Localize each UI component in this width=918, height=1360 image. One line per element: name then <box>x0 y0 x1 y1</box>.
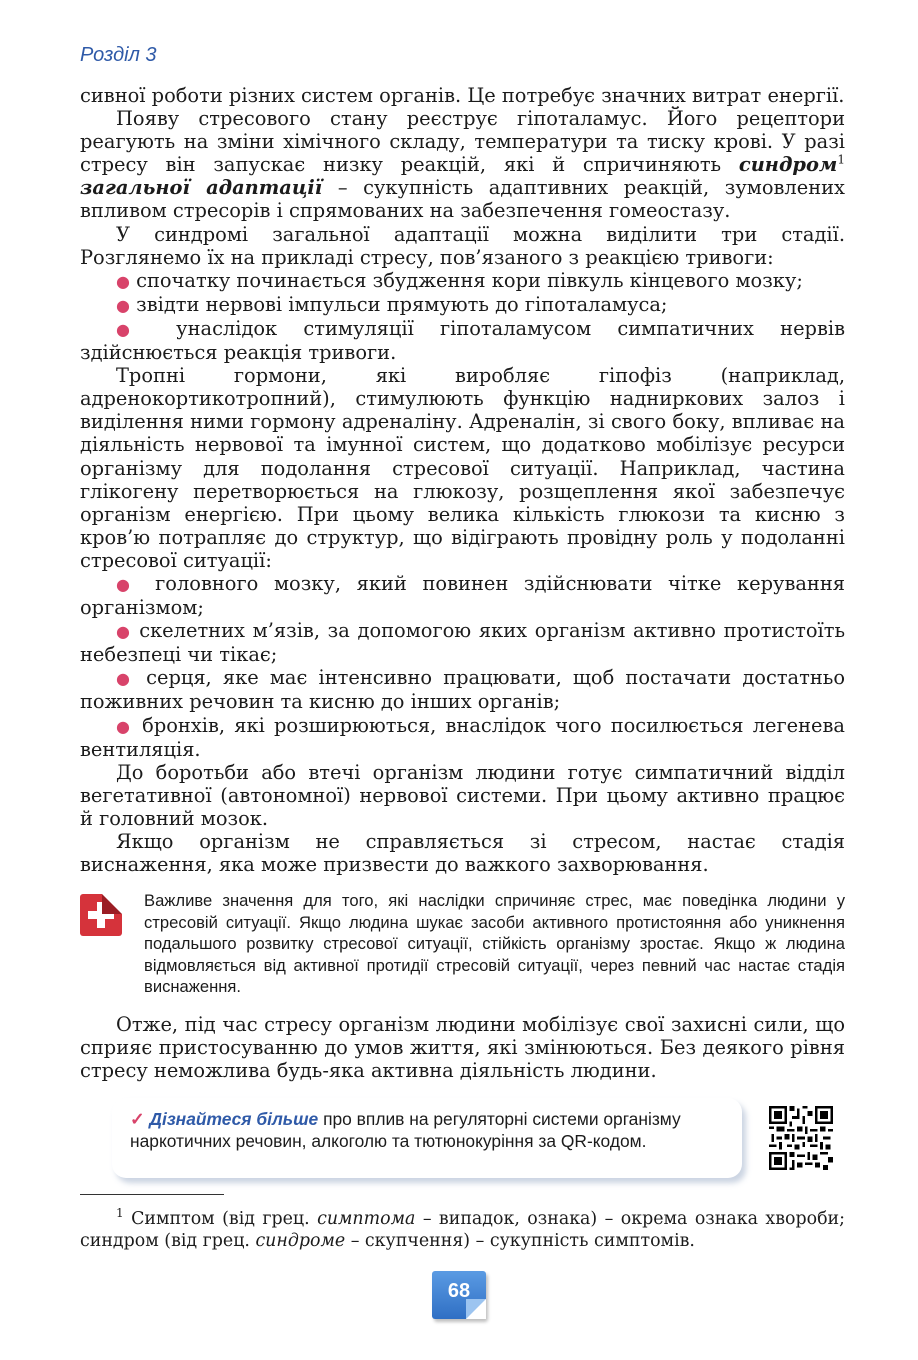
footnote-text: – випадок, ознака) – окрема ознака хвороби; синдром (від грец. <box>80 1209 846 1251</box>
bullet-icon: ● <box>116 295 130 315</box>
footnote-divider <box>80 1194 224 1195</box>
learn-more-heading: Дізнайтеся більше <box>149 1109 319 1129</box>
list-item-text: скелетних м’язів, за допомогою яких організм активно протистоїть небезпеці чи тікає; <box>80 619 846 667</box>
list-item <box>80 293 845 317</box>
learn-more-body: про вплив на регуляторні системи організму наркотичних речовин, алкоголю та тютюнокуріння за QR-кодом. <box>130 1109 681 1151</box>
learn-more-text <box>130 1108 720 1152</box>
list-item <box>80 572 845 619</box>
footnote <box>80 1208 845 1252</box>
term-adaptation: загальної адаптації <box>80 176 323 200</box>
term-syndrome: синдром <box>738 153 838 177</box>
list-item-text: унаслідок стимуляції гіпоталамусом симпатичних нервів здійснюється реакція тривоги. <box>80 316 845 365</box>
bullet-icon: ● <box>116 716 133 736</box>
page-number-text: 68 <box>447 1280 471 1302</box>
learn-more-box <box>112 1098 742 1178</box>
footnote-text: Симптом (від грец. <box>123 1209 318 1229</box>
paragraph-text: – сукупність адаптивних реакцій, зумовлених впливом стресорів і спрямованих на забезпечення гомеостазу. <box>80 176 845 223</box>
bullet-icon: ● <box>116 319 150 339</box>
list-item-text: серця, яке має інтенсивно працювати, щоб постачати достатньо поживних речовин та кисню до інших органів; <box>80 666 845 714</box>
qr-code-icon[interactable] <box>769 1106 833 1170</box>
footnote-text: – скупчення) – сукупність симптомів. <box>345 1231 695 1251</box>
checkmark-icon: ✓ <box>130 1109 145 1129</box>
note-text: Важливе значення для того, які наслідки спричиняє стрес, має поведінка людини у стресовій ситуації. Якщо людина шукає засоби активного протистояння або уникнення подальшого розвитку стресової ситуації, стійкість організму зростає. Якщо ж людина відмовляється від активної протидії стресовій ситуації, через певний час настає стадія виснаження. <box>144 891 845 997</box>
bullet-icon: ● <box>116 669 135 689</box>
list-item-text: головного мозку, який повинен здійснювати чітке керування організмом; <box>80 571 845 620</box>
list-item-text: звідти нервові імпульси прямують до гіпоталамуса; <box>136 292 668 316</box>
first-aid-plus-icon <box>80 894 122 936</box>
bullet-icon: ● <box>116 574 140 594</box>
bullet-icon: ● <box>116 271 130 291</box>
paragraph-text: Появу стресового стану реєструє гіпоталамус. Його рецептори реагують на зміни хімічного складу, температури та тиску крові. У разі стресу він запускає низку реакцій, які й спричиняють <box>80 107 845 177</box>
main-text <box>80 84 845 876</box>
paragraph: До боротьби або втечі організм людини готує симпатичний відділ вегетативної (автономної) нервової системи. При цьому активно працює й головний мозок. <box>80 760 845 830</box>
footnote-mark: 1 <box>116 1206 124 1221</box>
section-label: Розділ 3 <box>80 44 157 66</box>
paragraph: Тропні гормони, які виробляє гіпофіз (наприклад, адренокортикотропний), стимулюють функцію надниркових залоз і виділення ними гормону адреналіну. Адреналін, зі свого боку, впливає на діяльність нервової та імунної систем, що додатково мобілізує ресурси організму для подолання стресової ситуації. Наприклад, частина глікогену перетворюється на глюкозу, розщеплення якої забезпечує організм енергією. При цьому велика кількість глюкози та кисню з кров’ю потрапляє до структур, що відіграють провідну роль у подоланні стресової ситуації: <box>80 364 845 572</box>
footnote-ref[interactable]: 1 <box>837 152 845 167</box>
paragraph <box>80 107 845 222</box>
page-number <box>432 1271 486 1319</box>
paragraph: сивної роботи різних систем органів. Це потребує значних витрат енергії. <box>80 84 845 107</box>
bullet-icon: ● <box>116 622 132 642</box>
footnote-term: симптома <box>317 1209 416 1229</box>
conclusion-paragraph: Отже, під час стресу організм людини мобілізує свої захисні сили, що сприяє пристосуванню до умов життя, які змінюються. Без деякого рівня стресу неможлива будь-яка активна діяльність людини. <box>80 1013 845 1083</box>
paragraph: Якщо організм не справляється зі стресом, настає стадія виснаження, яка може призвести до важкого захворювання. <box>80 830 845 877</box>
list-item <box>80 714 845 761</box>
list-item-text: бронхів, які розширюються, внаслідок чого посилюється легенева вентиляція. <box>80 713 845 761</box>
list-item-text: спочатку починається збудження кори півкуль кінцевого мозку; <box>136 268 803 292</box>
footnote-term: синдроме <box>255 1231 346 1251</box>
list-item <box>80 317 845 364</box>
list-item <box>80 666 845 713</box>
list-item <box>80 269 845 293</box>
paragraph: У синдромі загальної адаптації можна виділити три стадії. Розглянемо їх на прикладі стресу, пов’язаного з реакцією тривоги: <box>80 222 845 269</box>
list-item <box>80 619 845 666</box>
